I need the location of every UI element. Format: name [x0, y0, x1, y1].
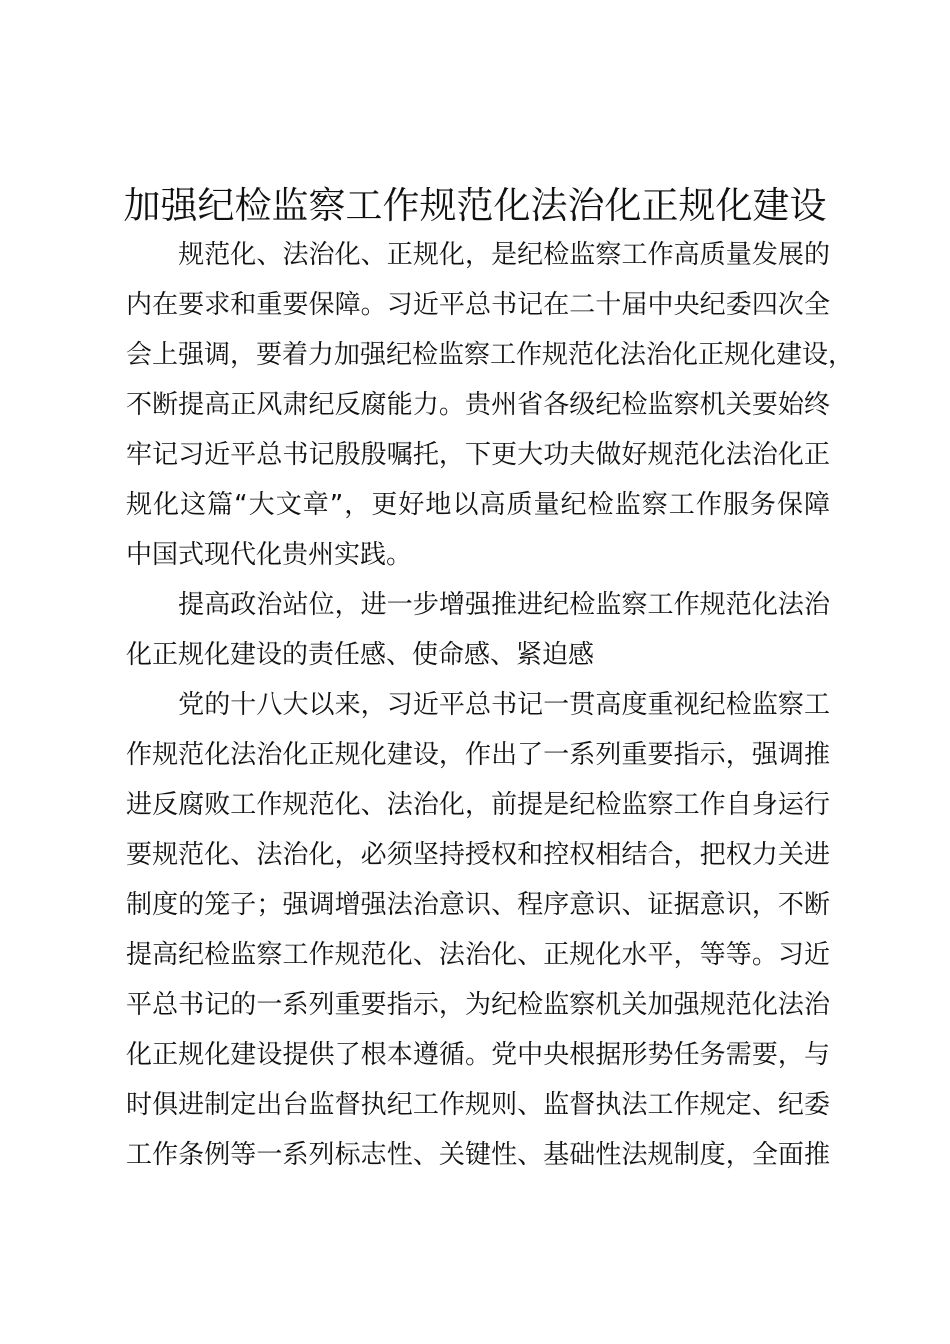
paragraph-line: 内在要求和重要保障。习近平总书记在二十届中央纪委四次全	[126, 290, 830, 320]
paragraph-line: 中国式现代化贵州实践。	[126, 540, 413, 570]
paragraph-line: 会上强调，要着力加强纪检监察工作规范化法治化正规化建设，	[126, 340, 855, 370]
paragraph-line: 要规范化、法治化，必须坚持授权和控权相结合，把权力关进	[126, 840, 830, 870]
paragraph-line: 制度的笼子；强调增强法治意识、程序意识、证据意识，不断	[126, 890, 830, 920]
document-title: 加强纪检监察工作规范化法治化正规化建设	[123, 184, 827, 227]
paragraph-line: 规范化、法治化、正规化，是纪检监察工作高质量发展的	[126, 240, 830, 270]
paragraph-line: 不断提高正风肃纪反腐能力。贵州省各级纪检监察机关要始终	[126, 390, 830, 420]
paragraph-line: 规化这篇“大文章”，更好地以高质量纪检监察工作服务保障	[126, 490, 830, 520]
paragraph-line: 进反腐败工作规范化、法治化，前提是纪检监察工作自身运行	[126, 790, 830, 820]
section-heading-line: 提高政治站位，进一步增强推进纪检监察工作规范化法治	[126, 590, 830, 620]
section-heading-line: 化正规化建设的责任感、使命感、紧迫感	[126, 640, 595, 670]
paragraph-line: 平总书记的一系列重要指示，为纪检监察机关加强规范化法治	[126, 990, 830, 1020]
paragraph-line: 时俱进制定出台监督执纪工作规则、监督执法工作规定、纪委	[126, 1090, 830, 1120]
paragraph-line: 提高纪检监察工作规范化、法治化、正规化水平，等等。习近	[126, 940, 830, 970]
paragraph-line: 作规范化法治化正规化建设，作出了一系列重要指示，强调推	[126, 740, 830, 770]
paragraph-line: 化正规化建设提供了根本遵循。党中央根据形势任务需要，与	[126, 1040, 830, 1070]
paragraph-line: 牢记习近平总书记殷殷嘱托，下更大功夫做好规范化法治化正	[126, 440, 830, 470]
paragraph-line: 党的十八大以来，习近平总书记一贯高度重视纪检监察工	[126, 690, 830, 720]
paragraph-line: 工作条例等一系列标志性、关键性、基础性法规制度，全面推	[126, 1140, 830, 1170]
